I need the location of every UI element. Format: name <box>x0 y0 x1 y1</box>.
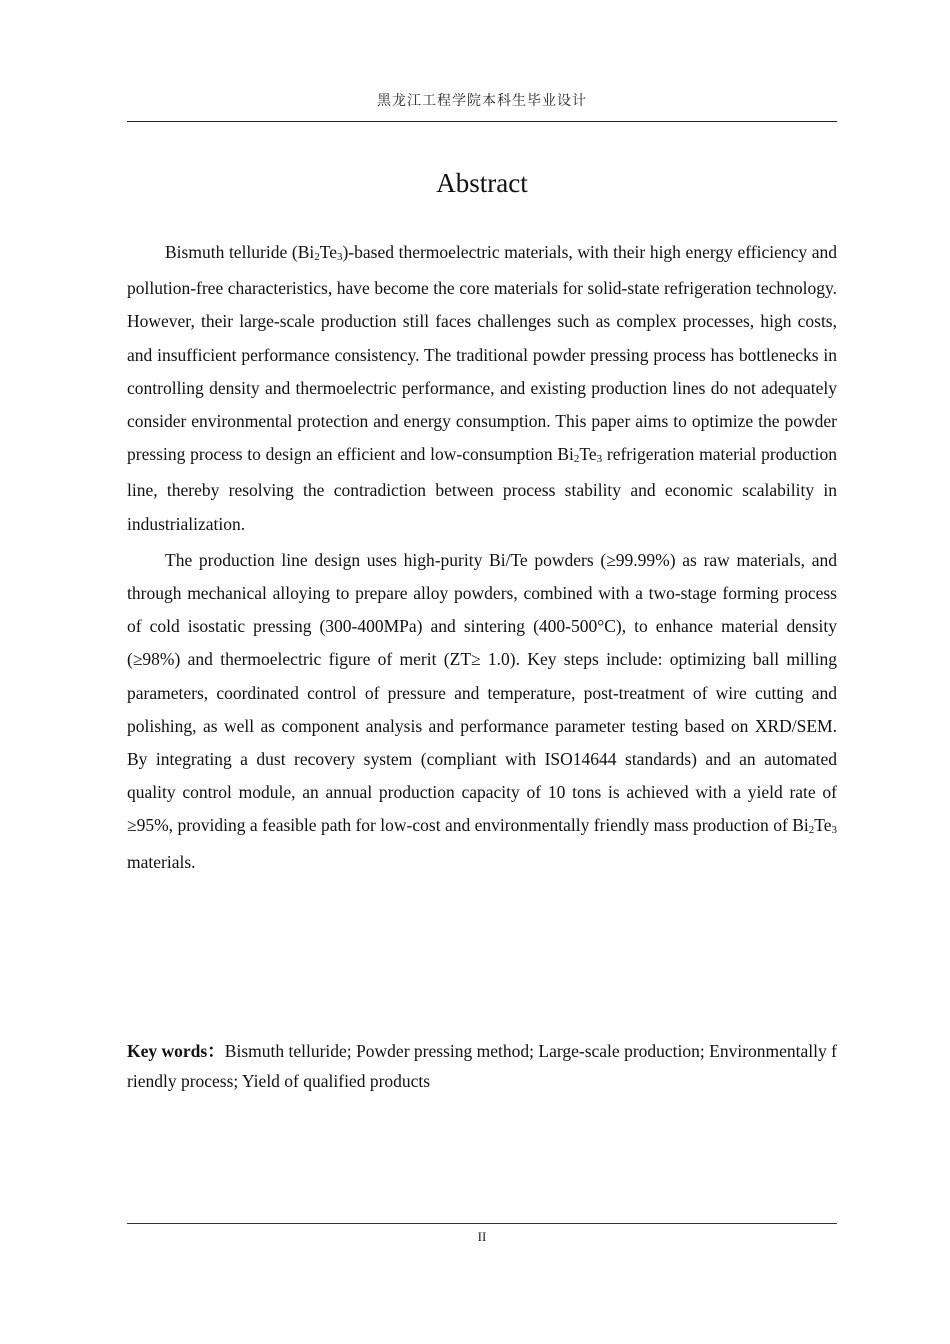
text-run: materials. <box>127 851 196 872</box>
abstract-body <box>127 236 837 879</box>
text-run: Te <box>814 815 832 836</box>
text-run: )-based thermoelectric materials, with their high energy efficiency and pollution-free characteristics, have become the core materials for solid-state refrigeration technology. However, their large-scale production still faces challenges such as complex processes, high costs, and insufficient performance consistency. The traditional powder pressing process has bottlenecks in controlling density and thermoelectric performance, and existing production lines do not adequately consider environmental protection and energy consumption. This paper aims to optimize the powder pressing process to design an efficient and low-consumption Bi <box>127 242 837 465</box>
keywords-line <box>127 1036 837 1096</box>
text-run: refrigeration material production line, thereby resolving the contradiction between process stability and economic scalability in industrialization. <box>127 444 837 534</box>
text-run: Te <box>579 444 597 465</box>
abstract-title: Abstract <box>436 168 528 198</box>
subscript: 2 <box>314 251 320 263</box>
text-run: Te <box>319 242 337 262</box>
keywords-text: Bismuth telluride; Powder pressing method; Large-scale production; Environmentally friendly process; Yield of qualified products <box>127 1041 837 1091</box>
subscript: 3 <box>831 824 837 837</box>
page-number: II <box>477 1229 487 1244</box>
keywords-label: Key words： <box>127 1041 225 1061</box>
subscript: 2 <box>808 824 815 837</box>
subscript: 3 <box>596 453 603 466</box>
abstract-paragraph-1 <box>127 236 837 541</box>
text-run: The production line design uses high-purity Bi/Te powders (≥99.99%) as raw materials, and through mechanical alloying to prepare alloy powders, combined with a two-stage forming process of cold isostatic pressing (300-400MPa) and sintering (400-500°C), to enhance material density (≥98%) and thermoelectric figure of merit (ZT≥ 1.0). Key steps include: optimizing ball milling parameters, coordinated control of pressure and temperature, post-treatment of wire cutting and polishing, as well as component analysis and performance parameter testing based on XRD/SEM. By integrating a dust recovery system (compliant with ISO14644 standards) and an automated quality control module, an annual production capacity of 10 tons is achieved with a yield rate of ≥95%, providing a feasible path for low-cost and environmentally friendly mass production of Bi <box>127 549 837 836</box>
running-header: 黑龙江工程学院本科生毕业设计 <box>377 93 587 109</box>
subscript: 3 <box>336 251 343 263</box>
header-divider <box>127 121 837 122</box>
footer-divider <box>127 1223 837 1224</box>
text-run: Bismuth telluride (Bi <box>165 242 315 262</box>
abstract-paragraph-2 <box>127 544 837 879</box>
subscript: 2 <box>573 453 580 466</box>
